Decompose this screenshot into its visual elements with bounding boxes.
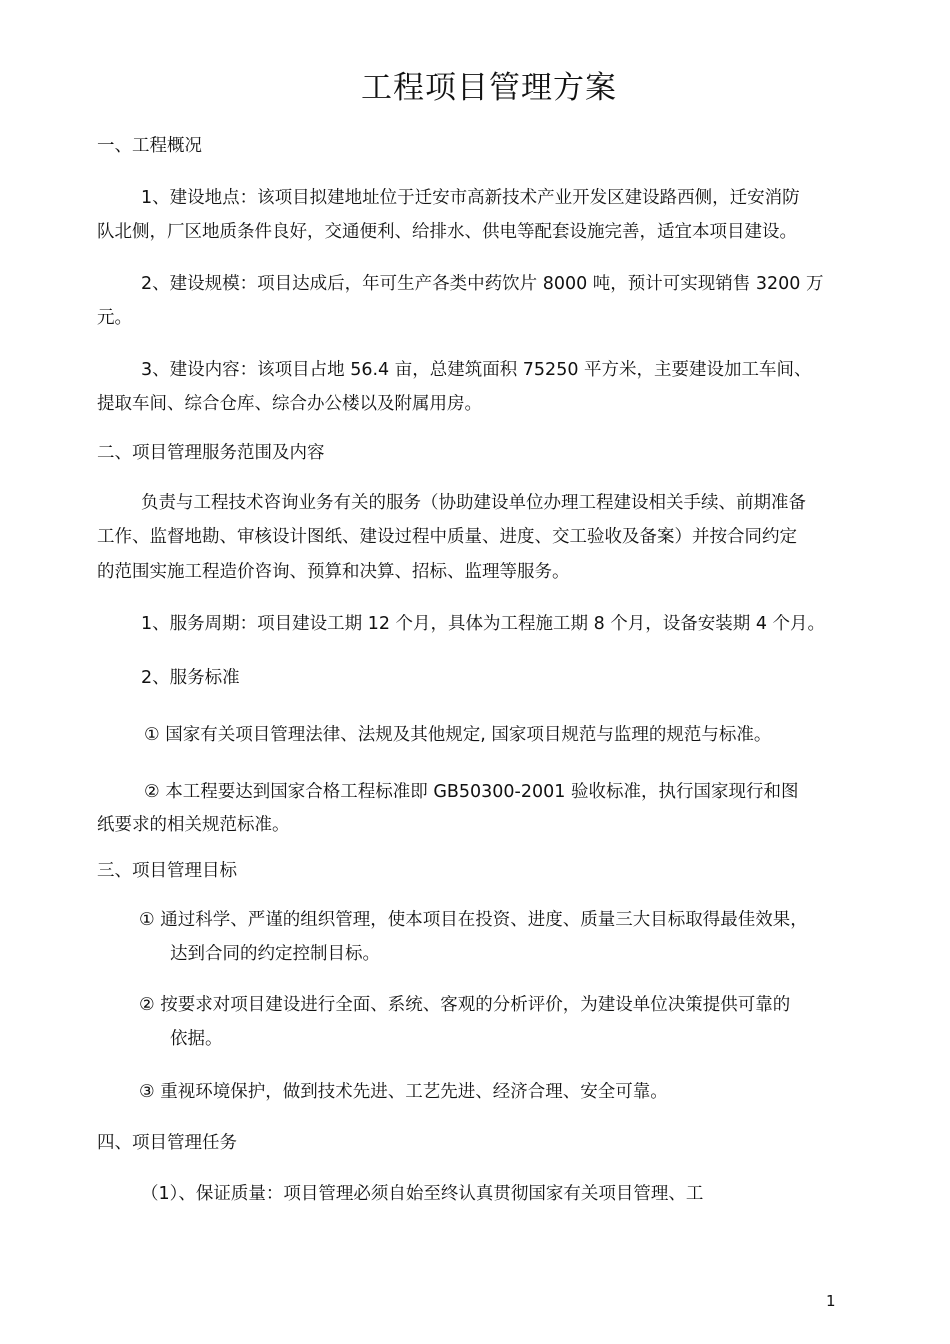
paragraph-line: 达到合同的约定控制目标。 bbox=[170, 944, 380, 964]
document-title: 工程项目管理方案 bbox=[361, 70, 617, 106]
list-item: ② 本工程要达到国家合格工程标准即 GB50300-2001 验收标准，执行国家现行和图 bbox=[144, 782, 799, 802]
paragraph-line: 1、建设地点：该项目拟建地址位于迁安市高新技术产业开发区建设路西侧，迁安消防 bbox=[141, 188, 800, 208]
page-number: 1 bbox=[826, 1292, 836, 1310]
paragraph-line: 元。 bbox=[97, 308, 132, 328]
paragraph-line: 的范围实施工程造价咨询、预算和决算、招标、监理等服务。 bbox=[97, 562, 570, 582]
paragraph-line: 纸要求的相关规范标准。 bbox=[97, 815, 290, 835]
paragraph-line: （1）、保证质量：项目管理必须自始至终认真贯彻国家有关项目管理、工 bbox=[141, 1184, 704, 1204]
list-item: ① 国家有关项目管理法律、法规及其他规定, 国家项目规范与监理的规范与标准。 bbox=[144, 725, 772, 745]
paragraph-line: 2、建设规模：项目达成后，年可生产各类中药饮片 8000 吨，预计可实现销售 3200 万 bbox=[141, 274, 824, 294]
paragraph-line: 1、服务周期：项目建设工期 12 个月，具体为工程施工期 8 个月，设备安装期 4 个月。 bbox=[141, 614, 826, 634]
paragraph-line: 工作、监督地勘、审核设计图纸、建设过程中质量、进度、交工验收及备案）并按合同约定 bbox=[97, 527, 797, 547]
paragraph-line: 依据。 bbox=[170, 1029, 223, 1049]
section-heading: 四、项目管理任务 bbox=[97, 1133, 237, 1153]
list-item: ③ 重视环境保护，做到技术先进、工艺先进、经济合理、安全可靠。 bbox=[139, 1082, 668, 1102]
paragraph-line: 负责与工程技术咨询业务有关的服务（协助建设单位办理工程建设相关手续、前期准备 bbox=[141, 493, 806, 513]
list-item: ① 通过科学、严谨的组织管理，使本项目在投资、进度、质量三大目标取得最佳效果， bbox=[139, 910, 808, 930]
paragraph-line: 提取车间、综合仓库、综合办公楼以及附属用房。 bbox=[97, 394, 482, 414]
paragraph-line: 3、建设内容：该项目占地 56.4 亩，总建筑面积 75250 平方米，主要建设加工车间、 bbox=[141, 360, 812, 380]
paragraph-line: 队北侧，厂区地质条件良好，交通便利、给排水、供电等配套设施完善，适宜本项目建设。 bbox=[97, 222, 797, 242]
list-item: ② 按要求对项目建设进行全面、系统、客观的分析评价，为建设单位决策提供可靠的 bbox=[139, 995, 791, 1015]
section-heading: 二、项目管理服务范围及内容 bbox=[97, 443, 325, 463]
paragraph-line: 2、服务标准 bbox=[141, 668, 240, 688]
section-heading: 三、项目管理目标 bbox=[97, 861, 237, 881]
section-heading: 一、工程概况 bbox=[97, 136, 202, 156]
